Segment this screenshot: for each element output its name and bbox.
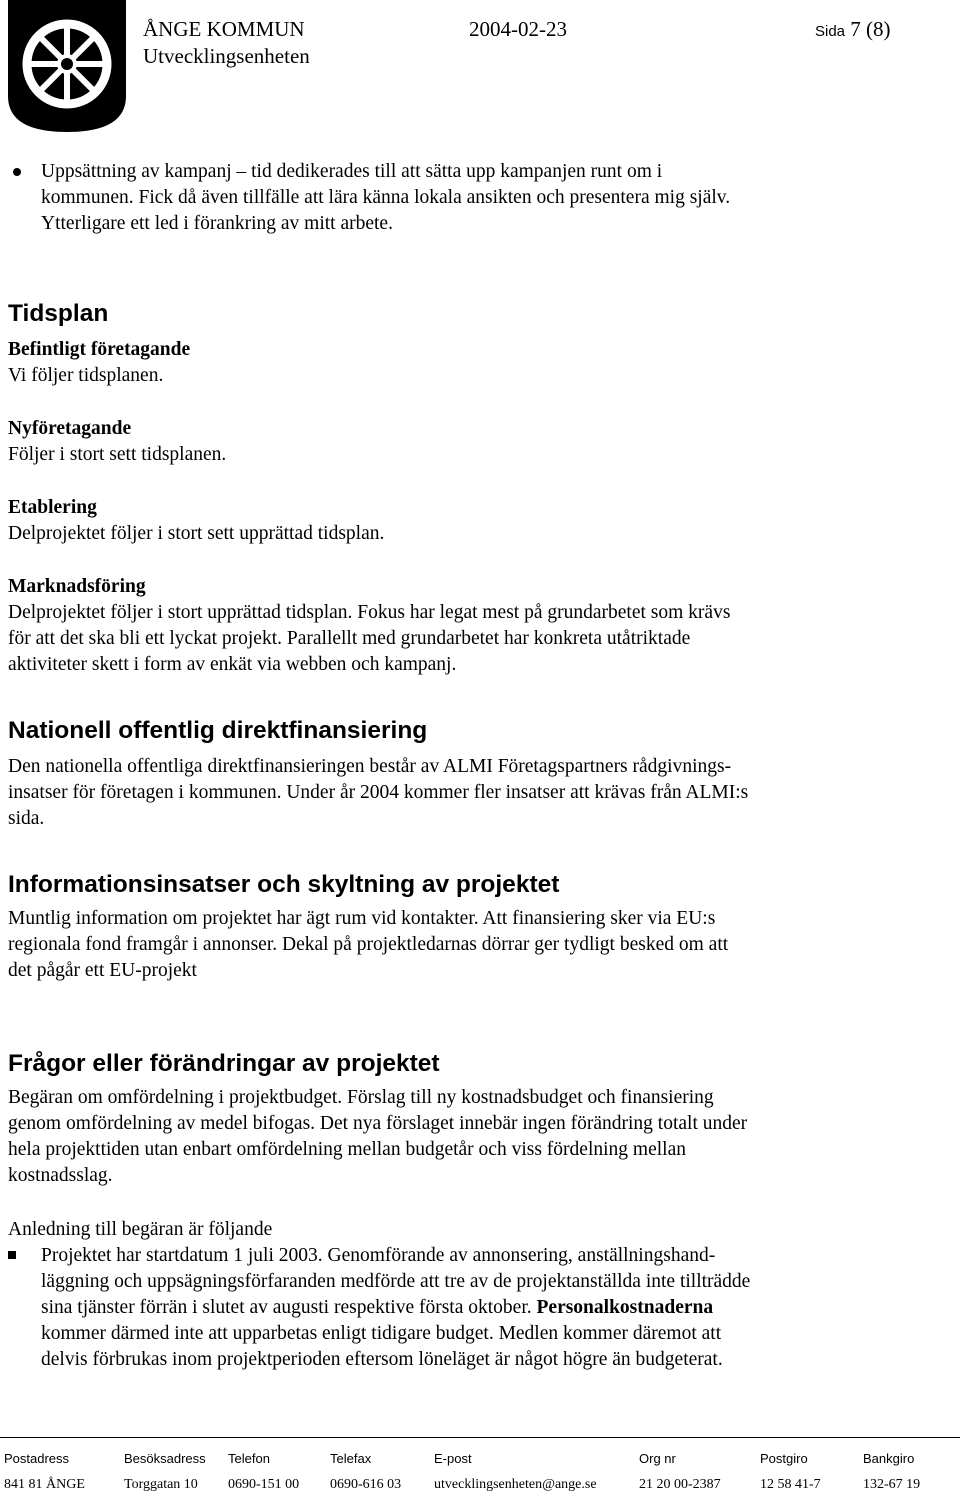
paragraph-line: genom omfördelning av medel bifogas. Det nya förslaget innebär ingen förändring totalt under [8, 1113, 748, 1134]
document-date: 2004-02-23 [469, 17, 567, 41]
footer-value-postadress: 841 81 ÅNGE [4, 1477, 85, 1492]
subheading-etablering: Etablering [8, 497, 97, 518]
footer-value-telefax: 0690-616 03 [330, 1477, 402, 1492]
ange-kommun-logo [8, 0, 126, 132]
footer-label-postadress: Postadress [4, 1451, 70, 1466]
page-number [815, 16, 891, 45]
paragraph-line: aktiviteter skett i form av enkät via webben och kampanj. [8, 654, 457, 675]
footer-value-postgiro: 12 58 41-7 [760, 1477, 821, 1492]
bullet-line [41, 1295, 713, 1322]
section-heading-nationell: Nationell offentlig direktfinansiering [8, 717, 428, 744]
paragraph-line: det pågår ett EU-projekt [8, 960, 197, 981]
bullet-line: delvis förbrukas inom projektperioden eftersom löneläget är något högre än budgeterat. [41, 1349, 723, 1370]
paragraph-line: insatser för företagen i kommunen. Under år 2004 kommer fler insatser att krävas från ALMI:s [8, 782, 749, 803]
department-name: Utvecklingsenheten [143, 44, 310, 68]
footer-label-telefax: Telefax [330, 1451, 372, 1466]
footer-label-besoksadress: Besöksadress [124, 1451, 206, 1466]
bullet-text: sina tjänster förrän i slutet av augusti respektive första oktober. [41, 1297, 537, 1318]
bullet-square [8, 1251, 16, 1259]
intro-line: Ytterligare ett led i förankring av mitt arbete. [41, 213, 393, 234]
paragraph: Vi följer tidsplanen. [8, 365, 164, 386]
paragraph-line: Den nationella offentliga direktfinansieringen består av ALMI Företagspartners rådgivnings- [8, 756, 732, 777]
paragraph-line: hela projekttiden utan enbart omfördelning mellan budgetår och viss fördelning mellan [8, 1139, 686, 1160]
section-heading-tidsplan: Tidsplan [8, 300, 109, 327]
footer-value-epost[interactable]: utvecklingsenheten@ange.se [434, 1477, 597, 1492]
bold-term: Personalkostnaderna [536, 1297, 714, 1318]
footer-value-orgnr: 21 20 00-2387 [639, 1477, 721, 1492]
page-label: Sida [815, 23, 846, 40]
footer-divider [0, 1437, 960, 1438]
paragraph: Följer i stort sett tidsplanen. [8, 444, 227, 465]
paragraph-line: Begäran om omfördelning i projektbudget. Förslag till ny kostnadsbudget och finansiering [8, 1087, 714, 1108]
paragraph-line: sida. [8, 808, 45, 829]
organization-name: ÅNGE KOMMUN [143, 17, 305, 41]
paragraph-line: Muntlig information om projektet har ägt rum vid kontakter. Att finansiering sker via EU:s [8, 908, 716, 929]
paragraph-line: regionala fond framgår i annonser. Dekal på projektledarnas dörrar ger tydligt besked om att [8, 934, 729, 955]
page-value: 7 (8) [850, 17, 891, 41]
footer-label-postgiro: Postgiro [760, 1451, 808, 1466]
footer-label-bankgiro: Bankgiro [863, 1451, 915, 1466]
bullet-line: Projektet har startdatum 1 juli 2003. Genomförande av annonsering, anställningshand- [41, 1245, 716, 1266]
subheading-marknadsforing: Marknadsföring [8, 576, 146, 597]
paragraph-line: kostnadsslag. [8, 1165, 113, 1186]
footer-label-telefon: Telefon [228, 1451, 270, 1466]
footer-label-epost: E-post [434, 1451, 472, 1466]
footer-label-orgnr: Org nr [639, 1451, 676, 1466]
bullet-dot [13, 168, 21, 176]
paragraph: Delprojektet följer i stort sett upprättad tidsplan. [8, 523, 385, 544]
paragraph-line: Delprojektet följer i stort upprättad tidsplan. Fokus har legat mest på grundarbetet som krävs [8, 602, 731, 623]
section-heading-fragor: Frågor eller förändringar av projektet [8, 1050, 440, 1077]
intro-line: Uppsättning av kampanj – tid dedikerades till att sätta upp kampanjen runt om i [41, 161, 663, 182]
paragraph-anledning: Anledning till begäran är följande [8, 1219, 273, 1240]
bullet-line: läggning och uppsägningsförfaranden medförde att tre av de projektanställda inte tillträdde [41, 1271, 751, 1292]
footer-value-telefon: 0690-151 00 [228, 1477, 300, 1492]
footer-value-bankgiro: 132-67 19 [863, 1477, 921, 1492]
section-heading-information: Informationsinsatser och skyltning av projektet [8, 871, 560, 898]
footer-value-besoksadress: Torggatan 10 [124, 1477, 198, 1492]
bullet-line: kommer därmed inte att upparbetas enligt tidigare budget. Medlen kommer däremot att [41, 1323, 722, 1344]
subheading-befintligt: Befintligt företagande [8, 339, 191, 360]
paragraph-line: för att det ska bli ett lyckat projekt. Parallellt med grundarbetet har konkreta utåtriktade [8, 628, 691, 649]
intro-line: kommunen. Fick då även tillfälle att lära känna lokala ansikten och presentera mig själv. [41, 187, 731, 208]
subheading-nyforetagande: Nyföretagande [8, 418, 132, 439]
